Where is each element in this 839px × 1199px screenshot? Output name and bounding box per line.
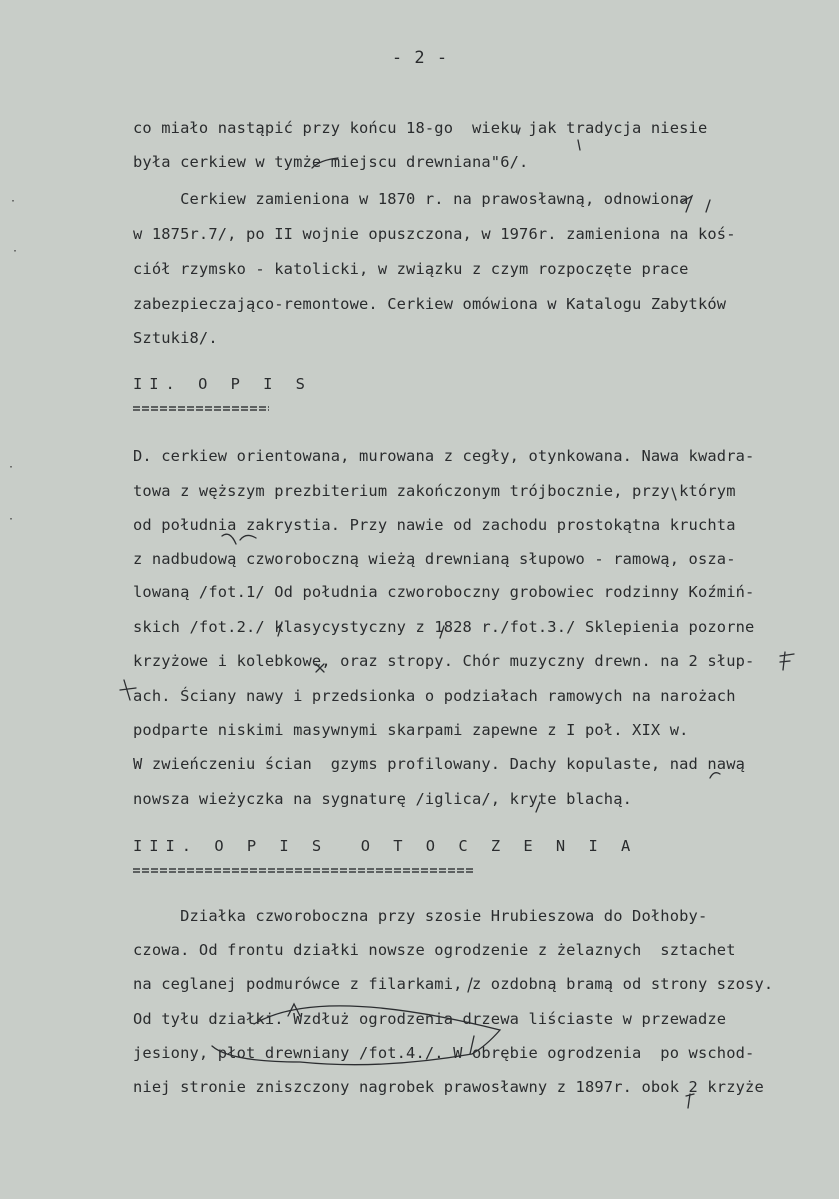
text-line: w 1875r.7/, po II wojnie opuszczona, w 1976r. zamieniona na koś-	[133, 225, 736, 243]
text-line: D. cerkiew orientowana, murowana z cegły, otynkowana. Nawa kwadra-	[133, 447, 755, 465]
text-line: krzyżowe i kolebkowe, oraz stropy. Chór muzyczny drewn. na 2 słup-	[133, 652, 755, 670]
margin-mark: ·	[10, 196, 17, 207]
text-line: Działka czworoboczna przy szosie Hrubieszowa do Dołhoby-	[133, 907, 708, 925]
text-line: ciół rzymsko - katolicki, w związku z czym rozpoczęte prace	[133, 260, 689, 278]
text-line: nowsza wieżyczka na sygnaturę /iglica/, kryte blachą.	[133, 790, 633, 808]
text-line: na ceglanej podmurówce z filarkami, z ozdobną bramą od strony szosy.	[133, 975, 774, 993]
text-line: Sztuki8/.	[133, 329, 218, 347]
text-line: towa z węższym prezbiterium zakończonym trójbocznie, przy którym	[133, 482, 736, 500]
text-line: W zwieńczeniu ścian gzyms profilowany. Dachy kopulaste, nad nawą	[133, 755, 746, 773]
section-heading: II. O P I S	[133, 375, 312, 393]
text-line: lowaną /fot.1/ Od południa czworoboczny grobowiec rodzinny Koźmiń-	[133, 583, 755, 601]
text-line: skich /fot.2./ klasycystyczny z 1828 r./fot.3./ Sklepienia pozorne	[133, 618, 755, 636]
margin-mark: ·	[8, 462, 15, 473]
text-line: ach. Ściany nawy i przedsionka o podziałach ramowych na narożach	[133, 687, 736, 705]
text-line: zabezpieczająco-remontowe. Cerkiew omówiona w Katalogu Zabytków	[133, 295, 727, 313]
heading-underline	[133, 866, 473, 875]
text-line: jesiony, płot drewniany /fot.4./. W obrębie ogrodzenia po wschod-	[133, 1044, 755, 1062]
text-line: Cerkiew zamieniona w 1870 r. na prawosławną, odnowiona	[133, 190, 689, 208]
text-line: od południa zakrystia. Przy nawie od zachodu prostokątna kruchta	[133, 516, 736, 534]
text-line: z nadbudową czworoboczną wieżą drewnianą słupowo - ramową, osza-	[133, 550, 736, 568]
text-line: była cerkiew w tymże miejscu drewniana"6/.	[133, 153, 529, 171]
text-line: czowa. Od frontu działki nowsze ogrodzenie z żelaznych sztachet	[133, 941, 736, 959]
page-number: - 2 -	[391, 48, 449, 68]
text-line: Od tyłu działki. Wzdłuż ogrodzenia drzewa liściaste w przewadze	[133, 1010, 727, 1028]
heading-underline	[133, 404, 269, 413]
text-line: co miało nastąpić przy końcu 18-go wieku jak tradycja niesie	[133, 119, 708, 137]
text-line: podparte niskimi masywnymi skarpami zapewne z I poł. XIX w.	[133, 721, 689, 739]
section-heading: III. O P I S O T O C Z E N I A	[133, 837, 638, 855]
margin-mark: ·	[8, 514, 15, 525]
text-line: niej stronie zniszczony nagrobek prawosławny z 1897r. obok 2 krzyże	[133, 1078, 764, 1096]
margin-mark: ·	[12, 246, 19, 257]
